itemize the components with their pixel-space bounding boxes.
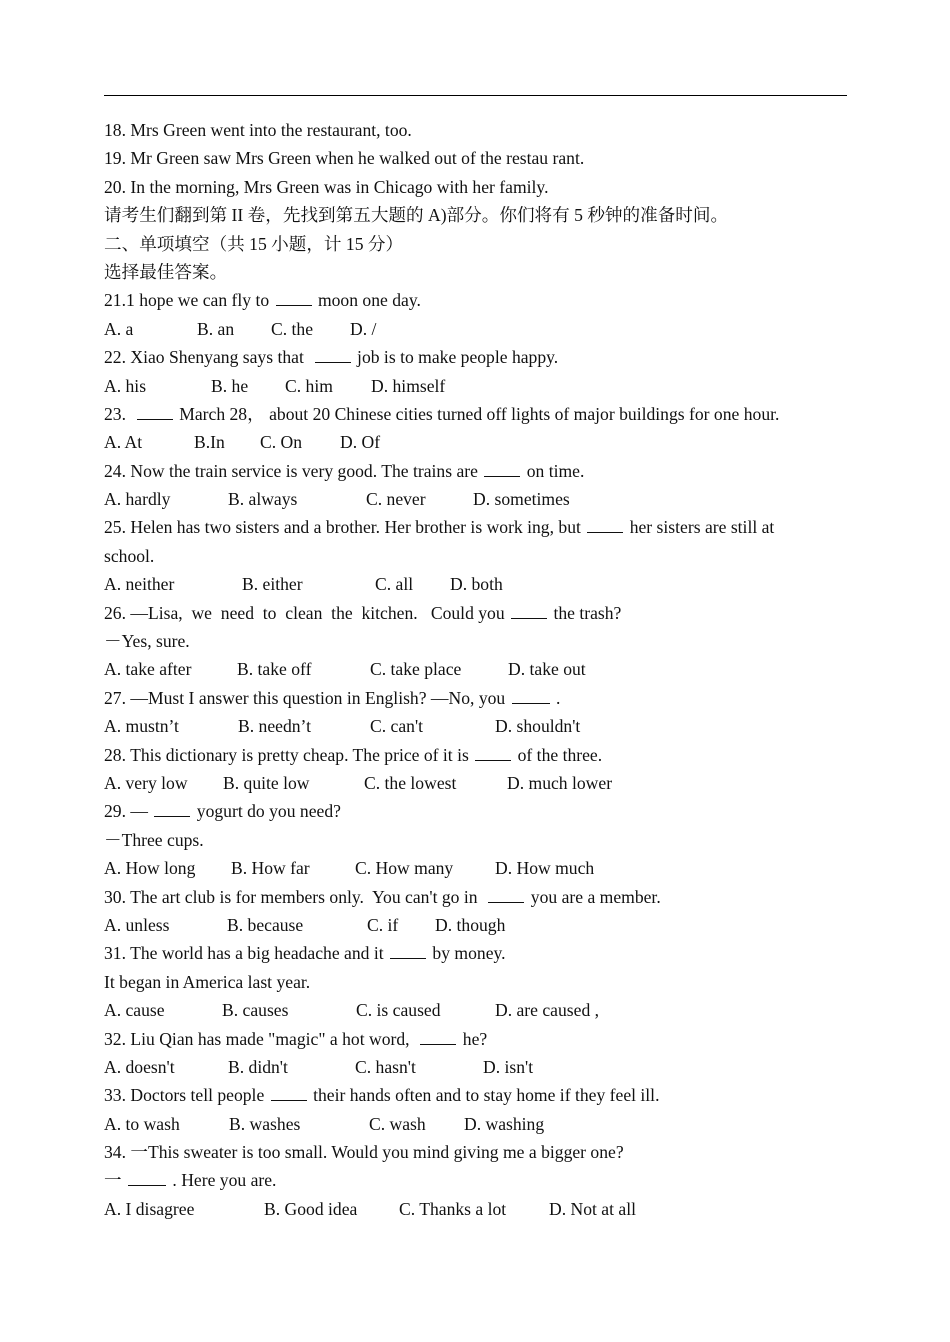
question-text: 21.1 hope we can fly to <box>104 290 274 311</box>
question-26-reply: －Yes, sure. <box>104 631 190 652</box>
option-b: B. How far <box>231 858 310 879</box>
option-a: A. At <box>104 432 143 453</box>
question-29-reply: －Three cups. <box>104 829 204 850</box>
option-b: B. washes <box>229 1113 301 1134</box>
question-34: 34. 一This sweater is too small. Would you mind giving me a bigger one? <box>104 1142 624 1163</box>
option-a: A. I disagree <box>104 1198 195 1219</box>
option-a: A. very low <box>104 772 188 793</box>
options-23 <box>104 428 847 456</box>
statement-20: 20. In the morning, Mrs Green was in Chicago with her family. <box>104 176 549 197</box>
option-c: C. hasn't <box>355 1056 416 1077</box>
answer-blank <box>512 686 550 704</box>
option-a: A. mustn’t <box>104 716 179 737</box>
question-text: 一 <box>104 1170 126 1191</box>
question-24 <box>104 457 847 485</box>
statement-18: 18. Mrs Green went into the restaurant, too. <box>104 120 412 140</box>
options-33 <box>104 1110 847 1138</box>
option-d: D. himself <box>371 375 446 396</box>
option-b: B. Good idea <box>264 1198 358 1219</box>
option-d: D. sometimes <box>473 489 570 510</box>
option-d: D. shouldn't <box>495 716 581 737</box>
option-c: C. is caused <box>356 1000 441 1021</box>
options-30 <box>104 911 847 939</box>
option-a: A. How long <box>104 858 196 879</box>
option-d: D. Not at all <box>549 1198 636 1219</box>
option-d: D. are caused , <box>495 1000 600 1021</box>
question-text: 29. ― <box>104 801 153 822</box>
question-text: on time. <box>522 460 585 481</box>
question-text: moon one day. <box>313 290 421 311</box>
answer-blank <box>475 743 511 761</box>
option-a: A. a <box>104 318 134 339</box>
option-c: C. take place <box>370 659 462 680</box>
option-a: A. his <box>104 375 147 396</box>
question-34-reply <box>104 1166 847 1194</box>
answer-blank <box>315 345 351 363</box>
option-d: D. / <box>350 318 377 339</box>
question-29 <box>104 797 847 825</box>
option-a: A. unless <box>104 914 170 935</box>
option-b: B.In <box>194 432 225 453</box>
answer-blank <box>390 941 426 959</box>
option-a: A. hardly <box>104 489 171 510</box>
question-text: 22. Xiao Shenyang says that <box>104 347 313 368</box>
option-d: D. washing <box>464 1113 545 1134</box>
option-d: D. take out <box>508 659 586 680</box>
options-28 <box>104 769 847 797</box>
question-25-continued: school. <box>104 545 155 566</box>
option-c: C. How many <box>355 858 454 879</box>
option-c: C. never <box>366 489 426 510</box>
option-d: D. isn't <box>483 1056 534 1077</box>
option-b: B. didn't <box>228 1056 288 1077</box>
instruction-turn-page: 请考生们翻到第 II 卷，先找到第五大题的 A)部分。你们将有 5 秒钟的准备时间。 <box>104 205 729 226</box>
question-text: he? <box>458 1028 488 1049</box>
question-27 <box>104 684 847 712</box>
option-d: D. How much <box>495 858 595 879</box>
options-24 <box>104 485 847 513</box>
question-text: 26. ―Lisa, we need to clean the kitchen. Could you <box>104 602 510 623</box>
question-text: 33. Doctors tell people <box>104 1085 269 1106</box>
answer-blank <box>154 799 190 817</box>
header-rule <box>104 95 847 96</box>
option-b: B. causes <box>222 1000 289 1021</box>
answer-blank <box>488 885 524 903</box>
question-text: their hands often and to stay home if they feel ill. <box>308 1085 660 1106</box>
option-c: C. him <box>285 375 333 396</box>
question-26 <box>104 599 847 627</box>
option-c: C. On <box>260 432 303 453</box>
question-text: by money. <box>428 943 506 964</box>
question-22 <box>104 343 847 371</box>
question-text: of the three. <box>513 744 603 765</box>
question-21 <box>104 286 847 314</box>
options-21 <box>104 315 847 343</box>
question-31 <box>104 939 847 967</box>
option-b: B. he <box>211 375 249 396</box>
question-text: the trash? <box>549 602 622 623</box>
question-text: 30. The art club is for members only. You can't go in <box>104 886 487 907</box>
option-b: B. always <box>228 489 298 510</box>
statement-19: 19. Mr Green saw Mrs Green when he walked out of the restau rant. <box>104 148 585 169</box>
question-text: 27. ―Must I answer this question in English? ―No, you <box>104 687 510 708</box>
question-text: 25. Helen has two sisters and a brother. Her brother is work ing, but <box>104 517 586 538</box>
question-text: March 28， about 20 Chinese cities turned off lights of major buildings for one hour. <box>174 403 780 424</box>
answer-blank <box>271 1083 307 1101</box>
question-text: 23. <box>104 403 135 424</box>
question-31-continued: It began in America last year. <box>104 971 311 992</box>
option-b: B. take off <box>237 659 312 680</box>
option-a: A. cause <box>104 1000 165 1021</box>
options-26 <box>104 655 847 683</box>
option-a: A. to wash <box>104 1113 180 1134</box>
option-c: C. all <box>375 574 414 595</box>
question-23 <box>104 400 847 428</box>
options-25 <box>104 570 847 598</box>
option-d: D. Of <box>340 432 381 453</box>
option-c: C. the <box>271 318 314 339</box>
question-text: 28. This dictionary is pretty cheap. The price of it is <box>104 744 474 765</box>
question-25 <box>104 513 847 541</box>
option-b: B. either <box>242 574 303 595</box>
answer-blank <box>484 459 520 477</box>
options-29 <box>104 854 847 882</box>
option-a: A. take after <box>104 659 192 680</box>
option-b: B. because <box>227 914 304 935</box>
section-heading: 二、单项填空（共 15 小题，计 15 分） <box>104 233 404 254</box>
option-d: D. both <box>450 574 503 595</box>
option-a: A. neither <box>104 574 175 595</box>
option-d: D. though <box>435 914 506 935</box>
question-text: 31. The world has a big headache and it <box>104 943 389 964</box>
option-b: B. quite low <box>223 772 310 793</box>
options-22 <box>104 372 847 400</box>
question-text: 24. Now the train service is very good. The trains are <box>104 460 483 481</box>
option-c: C. the lowest <box>364 772 457 793</box>
question-text: yogurt do you need? <box>192 801 341 822</box>
section-directions: 选择最佳答案。 <box>104 261 228 282</box>
option-c: C. wash <box>369 1113 426 1134</box>
answer-blank <box>587 515 623 533</box>
answer-blank <box>420 1027 456 1045</box>
options-34 <box>104 1195 847 1223</box>
answer-blank <box>128 1168 166 1186</box>
question-text: her sisters are still at <box>625 517 775 538</box>
option-d: D. much lower <box>507 772 613 793</box>
answer-blank <box>276 288 312 306</box>
option-b: B. an <box>197 318 235 339</box>
question-text: . Here you are. <box>168 1170 277 1191</box>
question-30 <box>104 883 847 911</box>
options-27 <box>104 712 847 740</box>
option-a: A. doesn't <box>104 1056 175 1077</box>
exam-content <box>104 116 847 1223</box>
option-c: C. if <box>367 914 399 935</box>
question-32 <box>104 1025 847 1053</box>
question-text: job is to make people happy. <box>352 347 559 368</box>
option-b: B. needn’t <box>238 716 311 737</box>
question-text: . <box>551 687 561 708</box>
question-33 <box>104 1081 847 1109</box>
answer-blank <box>137 402 173 420</box>
question-text: you are a member. <box>526 886 661 907</box>
options-32 <box>104 1053 847 1081</box>
options-31 <box>104 996 847 1024</box>
question-text: 32. Liu Qian has made "magic" a hot word, <box>104 1028 419 1049</box>
option-c: C. can't <box>370 716 424 737</box>
answer-blank <box>511 601 547 619</box>
option-c: C. Thanks a lot <box>399 1198 507 1219</box>
question-28 <box>104 741 847 769</box>
